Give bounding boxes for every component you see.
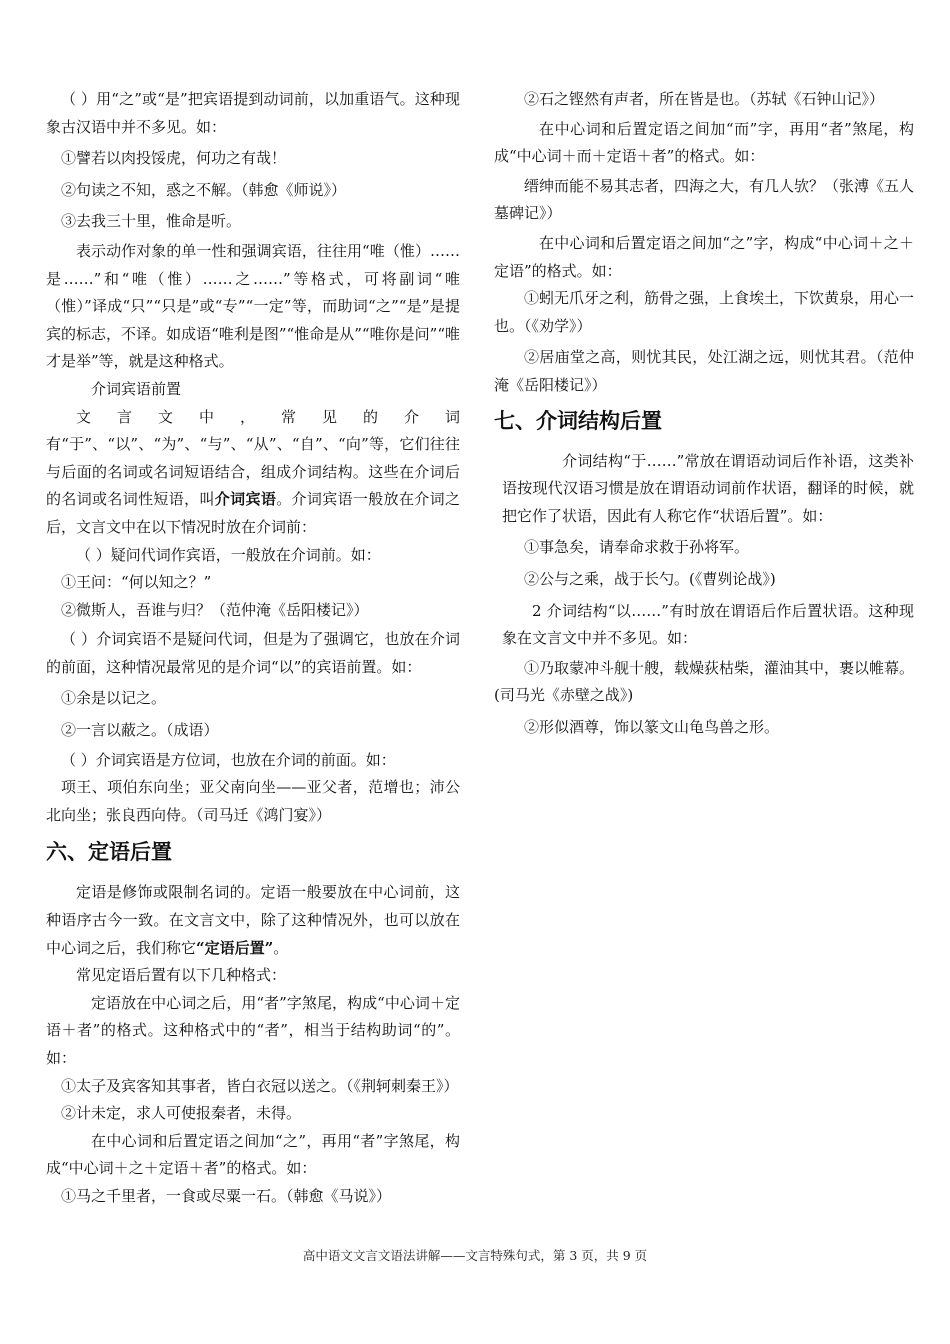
paragraph: （ ）用“之”或“是”把宾语提到动词前，以加重语气。这种现象古汉语中并不多见。如： (46, 90, 460, 136)
paragraph: 定语放在中心词之后，用“者”字煞尾，构成“中心词＋定语＋者”的格式。这种格式中的“者”，相当于结构助词“的”。如： (46, 993, 460, 1067)
example-line: ①马之千里者，一食或尽粟一石。（韩愈《马说》） (61, 1186, 392, 1205)
example-line: ③去我三十里，惟命是听。 (61, 212, 242, 231)
paragraph: （ ）疑问代词作宾语，一般放在介词前。如： (76, 545, 381, 564)
example-line: ①余是以记之。 (61, 689, 167, 708)
example-line: ②形似酒尊，饰以篆文山龟鸟兽之形。 (524, 717, 780, 736)
text-run: 定语是修饰或限制名词的。定语一般要放在中心词前，这种语序古今一致。在文言文中，除了这种情况外，也可以放在中心词之后，我们称它 (46, 883, 460, 957)
right-column (494, 86, 914, 741)
paragraph: （ ）介词宾语不是疑问代词，但是为了强调它，也放在介词的前面，这种情况最常见的是介词“以”的宾语前置。如： (46, 630, 460, 676)
subheading: 介词宾语前置 (91, 379, 182, 398)
example-line: ②微斯人，吾谁与归？（范仲淹《岳阳楼记》） (61, 600, 369, 619)
paragraph (46, 879, 460, 962)
paragraph: 在中心词和后置定语之间加“而”字，再用“者”煞尾，构成“中心词＋而＋定语＋者”的格式。如： (494, 119, 914, 166)
bold-term: “定语后置” (196, 938, 274, 957)
example-line: ①王问：“何以知之？” (61, 573, 212, 592)
example-line: ②公与之乘，战于长勺。(《曹刿论战》) (524, 569, 776, 588)
paragraph (46, 404, 460, 542)
paragraph: 常见定语后置有以下几种格式： (76, 966, 287, 985)
example-line: ②居庙堂之高，则忧其民，处江湖之远，则忧其君。（范仲淹《岳阳楼记》） (494, 348, 914, 394)
example-line: ②句读之不知，惑之不解。（韩愈《师说》） (61, 180, 347, 199)
left-column (46, 86, 460, 1211)
paragraph: 在中心词和后置定语之间加“之”字，构成“中心词＋之＋定语”的格式。如： (494, 233, 914, 280)
example-line: ①事急矣，请奉命求救于孙将军。 (524, 538, 750, 557)
text-run: 文言文中，常见的介词有“于”、“以”、“为”、“与”、“从”、“自”、“向”等，它们往往与后面的名词或名词短语结合，组成介词结构。这些在介词后的名词或名词性短语，叫 (46, 407, 460, 509)
section-heading-6: 六、定语后置 (46, 840, 172, 865)
example-line: 项王、项伯东向坐；亚父南向坐——亚父者，范增也；沛公北向坐；张良西向侍。（司马迁《鸿门宴》） (46, 778, 460, 824)
example-line: ①蚓无爪牙之利，筋骨之强，上食埃土，下饮黄泉，用心一也。（《劝学》） (494, 289, 915, 335)
paragraph: 表示动作对象的单一性和强调宾语，往往用“唯（惟）……是……”和“唯（惟）……之……”等格式，可将副词“唯（惟）”译成“只”“只是”或“专”“一定”等，而助词“之”“是”是提宾的标志，不译。如成语“唯利是图”“惟命是从”“唯你是问”“唯才是举”等，就是这种格式。 (46, 241, 460, 371)
example-line: ②一言以蔽之。（成语） (61, 721, 219, 740)
page-footer: 高中语文文言文语法讲解——文言特殊句式，第 3 页，共 9 页 (302, 1248, 648, 1263)
paragraph: 2 介词结构“以……”有时放在谓语后作后置状语。这种现象在文言文中并不多见。如： (502, 601, 914, 648)
section-heading-7: 七、介词结构后置 (494, 408, 662, 433)
bold-term: 介词宾语 (214, 490, 277, 509)
paragraph: 在中心词和后置定语之间加“之”，再用“者”字煞尾，构成“中心词＋之＋定语＋者”的格式。如： (46, 1131, 460, 1178)
example-line: ①譬若以肉投馁虎，何功之有哉！ (61, 149, 287, 168)
text-run: 。 (273, 938, 289, 957)
example-line: ①太子及宾客知其事者，皆白衣冠以送之。（《荆轲刺秦王》） (61, 1076, 459, 1095)
example-line: ②石之铿然有声者，所在皆是也。（苏轼《石钟山记》） (524, 90, 885, 108)
example-line: ②计未定，求人可使报秦者，未得。 (61, 1104, 302, 1123)
paragraph: （ ）介词宾语是方位词，也放在介词的前面。如： (61, 750, 396, 769)
paragraph: 介词结构“于……”常放在谓语动词后作补语，这类补语按现代汉语习惯是放在谓语动词前作状语，翻译的时候，就把它作了状语，因此有人称它作“状语后置”。如： (502, 451, 914, 525)
text-run: 。介词宾语一般放在介词之后，文言文中在以下情况时放在介词前： (46, 490, 460, 536)
example-line: 缙绅而能不易其志者，四海之大，有几人欤？（张溥《五人墓碑记》） (494, 176, 915, 223)
example-line: ①乃取蒙冲斗舰十艘，载燥荻枯柴，灌油其中，裹以帷幕。(司马光《赤壁之战》) (494, 658, 915, 705)
